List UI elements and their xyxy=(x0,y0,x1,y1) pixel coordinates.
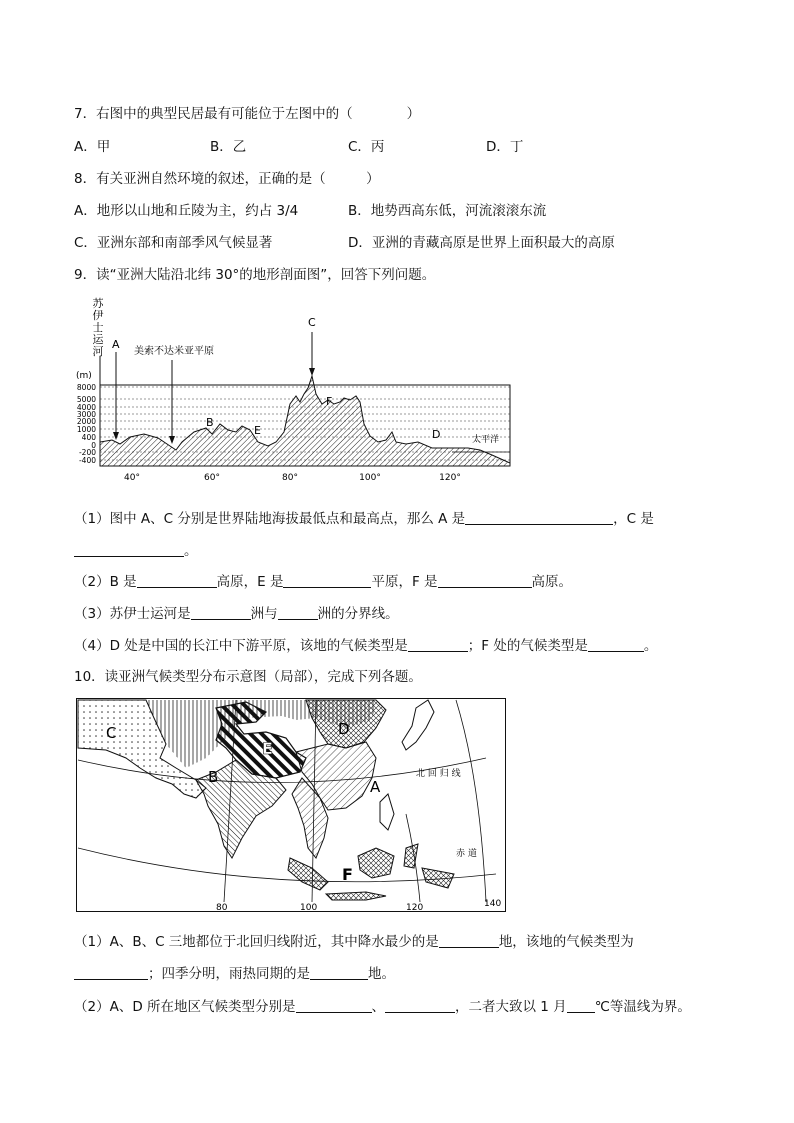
q10-sub1 xyxy=(74,930,634,950)
q10-stem: 10．读亚洲气候类型分布示意图（局部），完成下列各题。 xyxy=(74,669,422,685)
equator-label: 赤 道 xyxy=(456,849,477,859)
q10-blank-a-climate[interactable] xyxy=(296,998,372,1013)
q9-s3-text-b: 洲与 xyxy=(250,606,278,622)
q10-s1-text-b: 地，该地的气候类型为 xyxy=(498,934,634,950)
q9-blank-b[interactable] xyxy=(137,573,217,588)
label-d: D xyxy=(432,428,441,441)
suez-char-2: 伊 xyxy=(92,309,104,322)
q9-blank-continent2[interactable] xyxy=(278,605,318,620)
lon-140: 140 xyxy=(484,899,502,909)
q7-stem: 7．右图中的典型民居最有可能位于左图中的（ ） xyxy=(74,106,421,122)
label-e: E xyxy=(254,424,261,437)
x-tick: 80° xyxy=(282,473,298,483)
y-tick: 4000 xyxy=(76,403,96,412)
q9-s3-text-a: （3）苏伊士运河是 xyxy=(74,606,191,622)
map-label-f: F xyxy=(342,865,353,884)
map-label-c: C xyxy=(106,724,117,742)
q10-s2-text-d: ℃等温线为界。 xyxy=(594,999,691,1015)
label-f: F xyxy=(326,395,333,408)
asia-climate-map xyxy=(76,698,506,912)
y-tick: 0 xyxy=(91,441,96,450)
q7-option-d: D．丁 xyxy=(486,139,524,155)
map-label-d: D xyxy=(338,720,350,738)
q9-s4-text-c: 。 xyxy=(643,638,658,654)
q10-blank-seasons[interactable] xyxy=(310,965,368,980)
x-tick-labels xyxy=(124,473,461,483)
y-tick: -400 xyxy=(78,456,96,465)
q10-s2-text-a: （2）A、D 所在地区气候类型分别是 xyxy=(74,999,296,1015)
y-tick: 3000 xyxy=(76,410,96,419)
q10-s2-text-b: 、 xyxy=(371,999,386,1015)
tropic-label: 北 回 归 线 xyxy=(416,769,461,779)
y-tick: -200 xyxy=(78,448,96,457)
q10-sub1-cont xyxy=(74,962,395,982)
q10-s1-text-c: ；四季分明，雨热同期的是 xyxy=(148,966,310,982)
q10-s2-text-c: ，二者大致以 1 月 xyxy=(455,999,567,1015)
q9-blank-f-climate[interactable] xyxy=(588,637,644,652)
q9-s1-text-b: ，C 是 xyxy=(613,511,654,527)
lon-80: 80 xyxy=(216,903,228,912)
q8-option-d: D．亚洲的青藏高原是世界上面积最大的高原 xyxy=(348,235,615,251)
q10-s1-text-d: 地。 xyxy=(368,966,395,982)
label-c: C xyxy=(308,316,316,329)
y-tick: 8000 xyxy=(76,383,96,392)
q9-stem: 9．读“亚洲大陆沿北纬 30°的地形剖面图”，回答下列问题。 xyxy=(74,267,436,283)
y-tick: 2000 xyxy=(76,417,96,426)
q10-blank-driest[interactable] xyxy=(439,933,499,948)
q7-option-a: A．甲 xyxy=(74,139,111,155)
q10-s1-text-a: （1）A、B、C 三地都位于北回归线附近，其中降水最少的是 xyxy=(74,934,439,950)
q10-sub2 xyxy=(74,995,691,1015)
x-tick: 100° xyxy=(359,473,381,483)
x-tick: 60° xyxy=(204,473,220,483)
suez-char-4: 运 xyxy=(92,333,104,346)
label-a: A xyxy=(112,338,120,351)
q9-blank-d-climate[interactable] xyxy=(408,637,468,652)
q10-blank-d-climate[interactable] xyxy=(385,998,455,1013)
y-tick-labels xyxy=(77,383,96,465)
q9-blank-a[interactable] xyxy=(465,510,613,525)
q9-sub4 xyxy=(74,634,657,654)
y-tick: 1000 xyxy=(76,425,96,434)
q9-blank-c[interactable] xyxy=(74,542,184,557)
q8-option-c: C．亚洲东部和南部季风气候显著 xyxy=(74,235,273,251)
mesopotamia-label: 美索不达米亚平原 xyxy=(134,346,214,357)
q9-s2-text-a: （2）B 是 xyxy=(74,574,137,590)
q7-option-b: B．乙 xyxy=(210,139,247,155)
suez-char-1: 苏 xyxy=(92,297,104,310)
q9-sub2 xyxy=(74,570,572,590)
x-tick: 120° xyxy=(439,473,461,483)
q9-s4-text-b: ；F 处的气候类型是 xyxy=(467,638,588,654)
q9-s2-text-d: 高原。 xyxy=(531,574,573,590)
label-b: B xyxy=(206,416,214,429)
q9-blank-e[interactable] xyxy=(283,573,371,588)
unit-label: (m) xyxy=(76,371,92,381)
q9-sub1 xyxy=(74,507,654,527)
lon-100: 100 xyxy=(300,903,318,912)
map-label-a: A xyxy=(370,778,381,796)
suez-char-3: 士 xyxy=(92,321,104,334)
q9-blank-f[interactable] xyxy=(438,573,532,588)
q10-blank-climate[interactable] xyxy=(74,965,148,980)
map-label-e: E xyxy=(262,739,273,758)
map-label-b: B xyxy=(208,768,219,786)
q9-sub1-cont xyxy=(74,539,198,559)
q9-s1-text-a: （1）图中 A、C 分别是世界陆地海拔最低点和最高点，那么 A 是 xyxy=(74,511,466,527)
q8-stem: 8．有关亚洲自然环境的叙述，正确的是（ ） xyxy=(74,171,380,187)
y-tick: 400 xyxy=(81,433,96,442)
q10-blank-isotherm[interactable] xyxy=(567,998,595,1013)
q9-s2-text-b: 高原，E 是 xyxy=(216,574,284,590)
q9-s1-text-c: 。 xyxy=(184,543,198,559)
x-tick: 40° xyxy=(124,473,140,483)
q8-option-a: A．地形以山地和丘陵为主，约占 3/4 xyxy=(74,203,299,219)
q9-s3-text-c: 洲的分界线。 xyxy=(317,606,399,622)
q9-s2-text-c: 平原，F 是 xyxy=(371,574,438,590)
terrain-profile-figure xyxy=(72,292,514,487)
pacific-label: 太平洋 xyxy=(472,435,500,445)
q9-sub3 xyxy=(74,602,399,622)
q9-blank-continent1[interactable] xyxy=(191,605,251,620)
q9-s4-text-a: （4）D 处是中国的长江中下游平原，该地的气候类型是 xyxy=(74,638,408,654)
lon-120: 120 xyxy=(406,903,424,912)
suez-canal-label xyxy=(93,296,105,358)
q8-option-b: B．地势西高东低，河流滚滚东流 xyxy=(348,203,547,219)
y-tick: 5000 xyxy=(76,395,96,404)
suez-char-5: 河 xyxy=(92,345,104,358)
q7-option-c: C．丙 xyxy=(348,139,385,155)
